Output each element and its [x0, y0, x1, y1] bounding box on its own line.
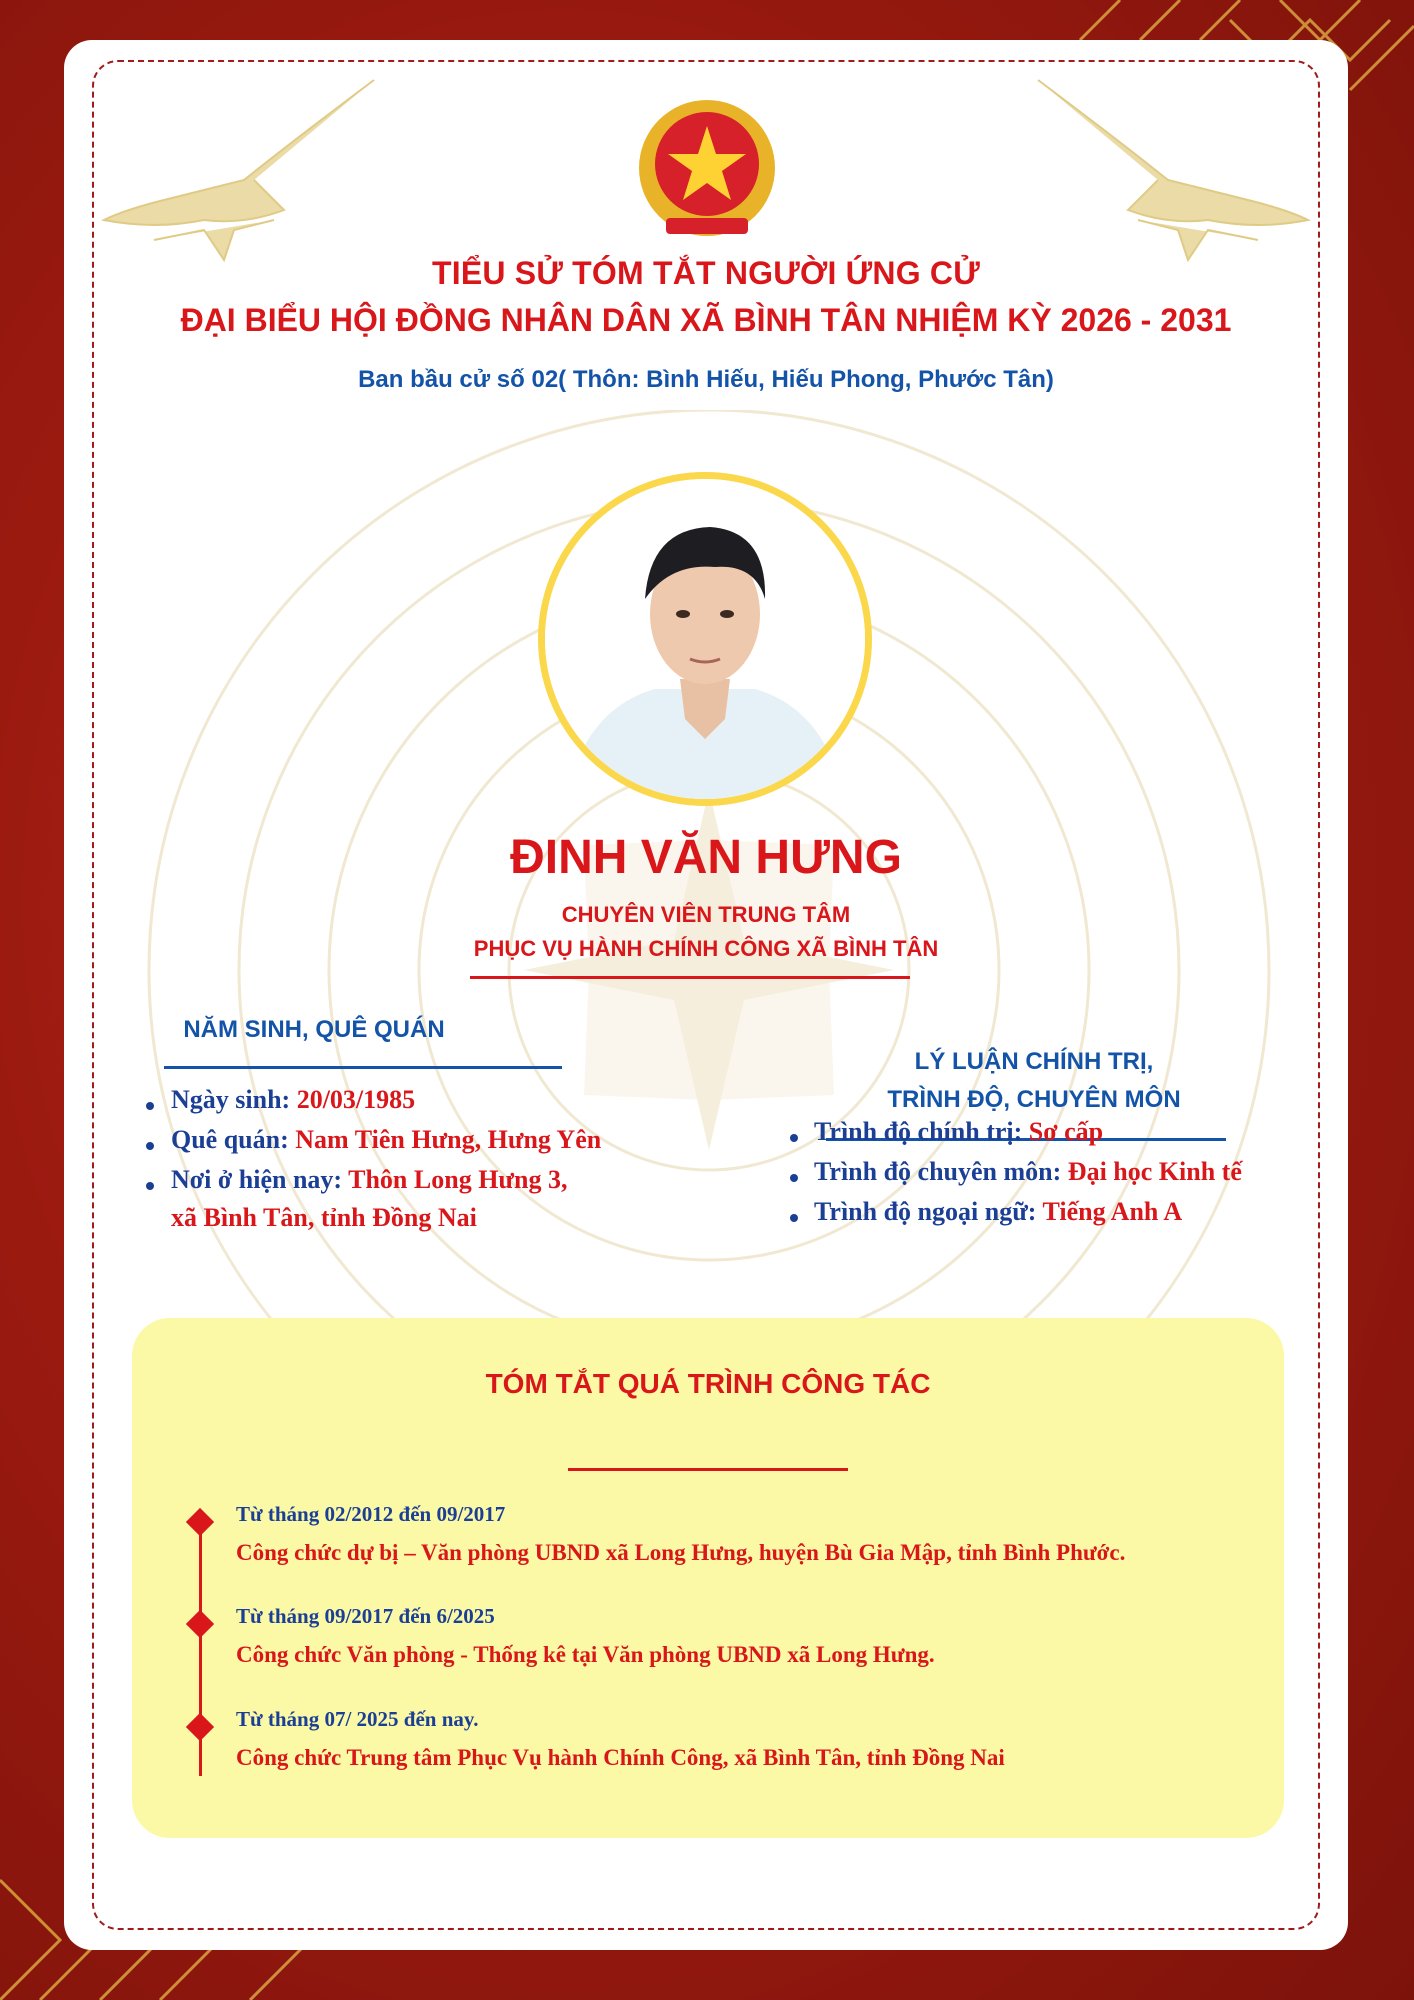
candidate-name: ĐINH VĂN HƯNG: [510, 831, 902, 884]
professional-label: Trình độ chuyên môn:: [814, 1157, 1068, 1186]
work-history-divider: [568, 1468, 848, 1471]
timeline-item-period: Từ tháng 07/ 2025 đến nay.: [236, 1707, 479, 1731]
bullet-icon: [146, 1182, 154, 1190]
bullet-icon: [146, 1102, 154, 1110]
candidate-position-line-2: PHỤC VỤ HÀNH CHÍNH CÔNG XÃ BÌNH TÂN: [473, 936, 939, 961]
residence-value-line-1: Thôn Long Hưng 3,: [348, 1165, 568, 1194]
lac-bird-right-icon: [1018, 70, 1318, 270]
bullet-icon: [146, 1142, 154, 1150]
subtitle-constituency: Ban bầu cử số 02( Thôn: Bình Hiếu, Hiếu Phong, Phước Tân): [358, 366, 1054, 393]
residence-label: Nơi ở hiện nay:: [171, 1165, 349, 1194]
name-divider: [470, 976, 910, 979]
candidate-portrait: [538, 472, 872, 806]
hometown-label: Quê quán:: [171, 1125, 296, 1154]
timeline-item-description: Công chức Trung tâm Phục Vụ hành Chính Công, xã Bình Tân, tỉnh Đồng Nai: [236, 1745, 1005, 1770]
dob-label: Ngày sinh:: [171, 1085, 297, 1114]
qualification-info-list: [782, 1117, 1342, 1247]
title-line-2: ĐẠI BIỂU HỘI ĐỒNG NHÂN DÂN XÃ BÌNH TÂN NHIỆM KỲ 2026 - 2031: [180, 302, 1232, 338]
birth-section-divider: [164, 1066, 562, 1069]
timeline-item-period: Từ tháng 09/2017 đến 6/2025: [236, 1604, 495, 1628]
timeline-marker-icon: [186, 1508, 214, 1536]
profile-card: [64, 40, 1348, 1950]
birth-section-heading: NĂM SINH, QUÊ QUÁN: [183, 1016, 445, 1043]
political-value: Sơ cấp: [1028, 1117, 1104, 1146]
professional-value: Đại học Kinh tế: [1067, 1157, 1242, 1186]
bullet-icon: [790, 1214, 798, 1222]
timeline-item-description: Công chức dự bị – Văn phòng UBND xã Long Hưng, huyện Bù Gia Mập, tỉnh Bình Phước.: [236, 1540, 1126, 1565]
work-history-title: TÓM TẮT QUÁ TRÌNH CÔNG TÁC: [485, 1368, 931, 1399]
language-value: Tiếng Anh A: [1042, 1197, 1183, 1226]
political-label: Trình độ chính trị:: [814, 1117, 1029, 1146]
timeline-item-period: Từ tháng 02/2012 đến 09/2017: [236, 1502, 506, 1526]
candidate-position-line-1: CHUYÊN VIÊN TRUNG TÂM: [561, 902, 851, 927]
national-emblem-icon: [636, 96, 778, 246]
dob-value: 20/03/1985: [296, 1085, 416, 1114]
work-history-panel: [132, 1318, 1284, 1838]
lac-bird-left-icon: [94, 70, 394, 270]
qualification-heading-line-1: LÝ LUẬN CHÍNH TRỊ,: [914, 1048, 1154, 1075]
bullet-icon: [790, 1174, 798, 1182]
qualification-heading-line-2: TRÌNH ĐỘ, CHUYÊN MÔN: [887, 1086, 1181, 1113]
residence-value-line-2: xã Bình Tân, tỉnh Đồng Nai: [171, 1203, 477, 1232]
title-line-1: TIỂU SỬ TÓM TẮT NGƯỜI ỨNG CỬ: [432, 255, 980, 291]
birth-info-list: [138, 1085, 698, 1285]
bullet-icon: [790, 1134, 798, 1142]
timeline-item-description: Công chức Văn phòng - Thống kê tại Văn phòng UBND xã Long Hưng.: [236, 1642, 935, 1667]
timeline-marker-icon: [186, 1610, 214, 1638]
timeline-marker-icon: [186, 1713, 214, 1741]
hometown-value: Nam Tiên Hưng, Hưng Yên: [295, 1125, 602, 1154]
language-label: Trình độ ngoại ngữ:: [814, 1197, 1043, 1226]
